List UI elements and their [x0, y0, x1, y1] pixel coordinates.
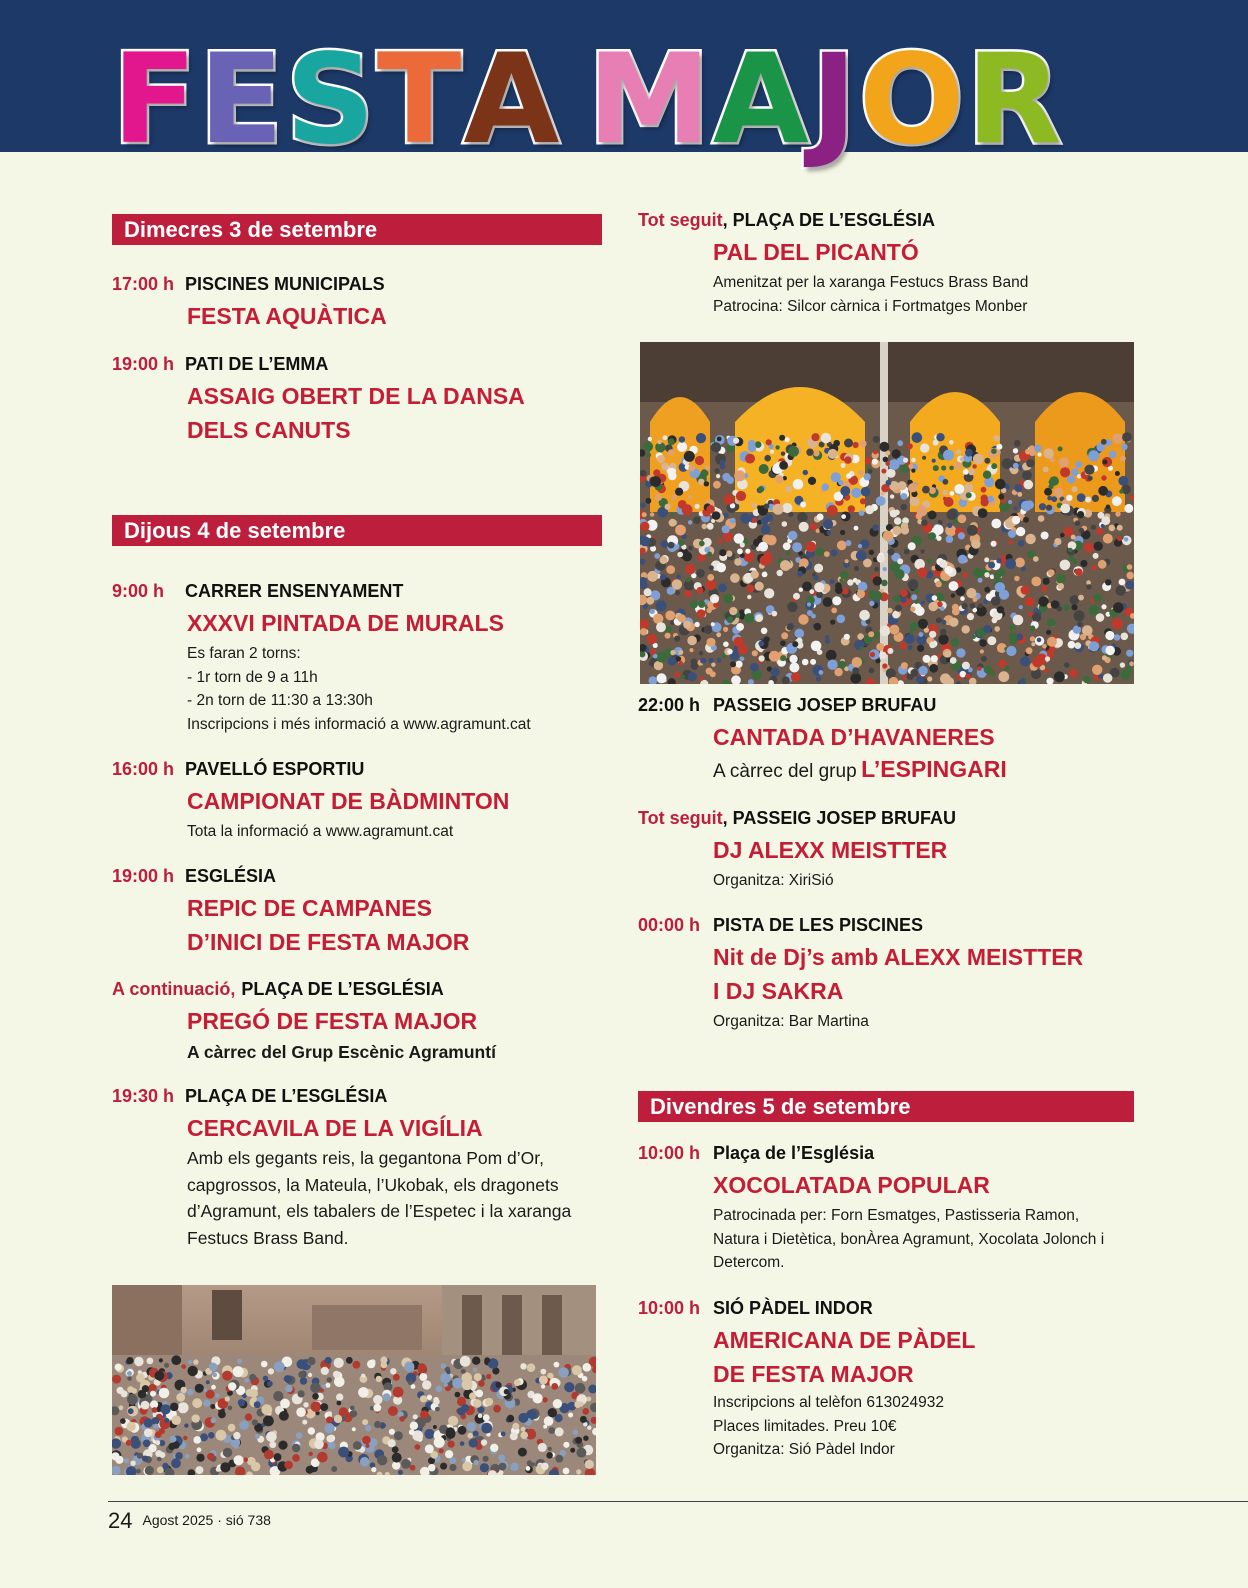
event-desc: Natura i Dietètica, bonÀrea Agramunt, Xocolata Jolonch i [713, 1230, 1105, 1248]
event-name: CERCAVILA DE LA VIGÍLIA [187, 1115, 483, 1141]
event-time: 19:00 h [112, 866, 175, 886]
event-desc: Organitza: Sió Pàdel Indor [713, 1441, 895, 1458]
event-desc: capgrossos, la Mateula, l’Ukobak, els dragonets [187, 1174, 559, 1195]
footer-divider [108, 1501, 1248, 1502]
photo-cercavila [112, 1285, 596, 1475]
title-letter: O [858, 28, 963, 172]
event-desc: Inscripcions i més informació a www.agramunt.cat [187, 715, 531, 733]
event-place: Plaça de l’Església [713, 1143, 875, 1163]
event-desc: Festucs Brass Band. [187, 1227, 349, 1248]
event-name: DJ ALEXX MEISTTER [713, 837, 948, 863]
title-letter: A [463, 28, 558, 172]
day-header-wednesday: Dimecres 3 de setembre [112, 214, 602, 245]
event-desc: Organitza: Bar Martina [713, 1013, 869, 1030]
event-prego [112, 979, 496, 1066]
footer [108, 1508, 271, 1534]
event-time: Tot seguit [638, 210, 723, 230]
title-letter: J [810, 28, 855, 172]
title-letter: F [112, 28, 195, 172]
event-place: CARRER ENSENYAMENT [185, 581, 404, 601]
title-letter: E [198, 28, 282, 172]
title-letter: M [587, 28, 709, 172]
photo-pal-picanto [640, 342, 1134, 684]
event-repic-campanes [112, 866, 469, 959]
page-title [112, 28, 1060, 172]
event-place: ESGLÉSIA [185, 866, 277, 886]
title-letter: S [285, 28, 373, 172]
event-name-line2: DELS CANUTS [187, 417, 351, 443]
event-desc: Inscripcions al telèfon 613024932 [713, 1394, 944, 1411]
event-name: CANTADA D’HAVANERES [713, 724, 995, 750]
event-name: PREGÓ DE FESTA MAJOR [187, 1008, 478, 1034]
event-desc-group: L’ESPINGARI [861, 756, 1007, 782]
event-name: CAMPIONAT DE BÀDMINTON [187, 788, 510, 814]
event-place: PISCINES MUNICIPALS [185, 274, 385, 294]
issue-info: Agost 2025 · sió 738 [142, 1512, 271, 1528]
event-place: PAVELLÓ ESPORTIU [185, 759, 365, 779]
event-time: 22:00 h [638, 695, 701, 715]
event-name: PAL DEL PICANTÓ [713, 239, 919, 265]
title-space [561, 38, 583, 168]
event-name: XXXVI PINTADA DE MURALS [187, 610, 504, 636]
event-place: PISTA DE LES PISCINES [713, 915, 924, 935]
event-name: Nit de Dj’s amb ALEXX MEISTTER [713, 944, 1084, 970]
event-desc: Amenitzat per la xaranga Festucs Brass Band [713, 274, 1029, 291]
event-name: REPIC DE CAMPANES [187, 895, 432, 921]
event-desc-text: A càrrec del grup [713, 761, 857, 782]
event-time: 19:00 h [112, 354, 175, 374]
event-name: AMERICANA DE PÀDEL [713, 1327, 976, 1353]
event-time: Tot seguit [638, 808, 723, 828]
event-name: FESTA AQUÀTICA [187, 303, 387, 329]
event-badminton [112, 759, 509, 844]
event-desc: - 2n torn de 11:30 a 13:30h [187, 692, 373, 709]
event-name-line2: D’INICI DE FESTA MAJOR [187, 929, 470, 955]
event-time: 9:00 h [112, 581, 165, 601]
event-place: PASSEIG JOSEP BRUFAU [713, 695, 937, 715]
event-pal-picanto [638, 210, 1028, 318]
event-dj-alexx [638, 808, 956, 893]
event-name: XOCOLATADA POPULAR [713, 1172, 990, 1198]
event-time: 10:00 h [638, 1143, 701, 1163]
day-header-friday: Divendres 5 de setembre [638, 1091, 1134, 1122]
event-desc: - 1r torn de 9 a 11h [187, 668, 318, 686]
event-xocolatada [638, 1143, 1104, 1275]
event-time: 19:30 h [112, 1086, 175, 1106]
event-desc: A càrrec del Grup Escènic Agramuntí [187, 1042, 496, 1062]
event-cercavila [112, 1086, 571, 1251]
event-pintada-murals [112, 581, 531, 736]
title-letter: R [966, 28, 1060, 172]
event-place: PATI DE L’EMMA [185, 354, 329, 374]
event-americana-padel [638, 1298, 975, 1462]
event-place: , PASSEIG JOSEP BRUFAU [722, 808, 957, 828]
event-festa-aquatica [112, 274, 387, 333]
event-desc: Patrocinada per: Forn Esmatges, Pastisseria Ramon, [713, 1207, 1080, 1224]
event-desc: Places limitades. Preu 10€ [713, 1417, 897, 1435]
event-time: 00:00 h [638, 915, 701, 935]
event-desc: Patrocina: Silcor càrnica i Fortmatges Monber [713, 297, 1028, 315]
event-desc: Organitza: XiriSió [713, 872, 834, 889]
event-name-line2: I DJ SAKRA [713, 978, 844, 1004]
day-header-thursday: Dijous 4 de setembre [112, 515, 602, 546]
event-desc [713, 756, 1007, 783]
title-letter: T [376, 28, 460, 172]
page-number: 24 [108, 1508, 133, 1533]
event-desc: d’Agramunt, els tabalers de l’Espetec i la xaranga [187, 1201, 572, 1221]
event-nit-djs [638, 915, 1083, 1034]
event-desc: Tota la informació a www.agramunt.cat [187, 823, 454, 840]
event-place: , PLAÇA DE L’ESGLÉSIA [722, 210, 936, 230]
event-desc: Detercom. [713, 1254, 785, 1271]
event-assaig-dansa [112, 354, 525, 447]
event-place: SIÓ PÀDEL INDOR [713, 1298, 873, 1318]
event-desc: Amb els gegants reis, la gegantona Pom d’Or, [187, 1148, 545, 1168]
event-desc: Es faran 2 torns: [187, 645, 301, 662]
event-name-line2: DE FESTA MAJOR [713, 1361, 914, 1387]
event-time: A continuació, [112, 979, 236, 999]
event-place: PLAÇA DE L’ESGLÉSIA [185, 1086, 388, 1106]
event-time: 17:00 h [112, 274, 175, 294]
title-letter: A [712, 28, 807, 172]
event-place: PLAÇA DE L’ESGLÉSIA [241, 979, 444, 999]
event-time: 10:00 h [638, 1298, 701, 1318]
event-havaneres [638, 695, 1007, 783]
event-name: ASSAIG OBERT DE LA DANSA [187, 383, 525, 409]
event-time: 16:00 h [112, 759, 175, 779]
